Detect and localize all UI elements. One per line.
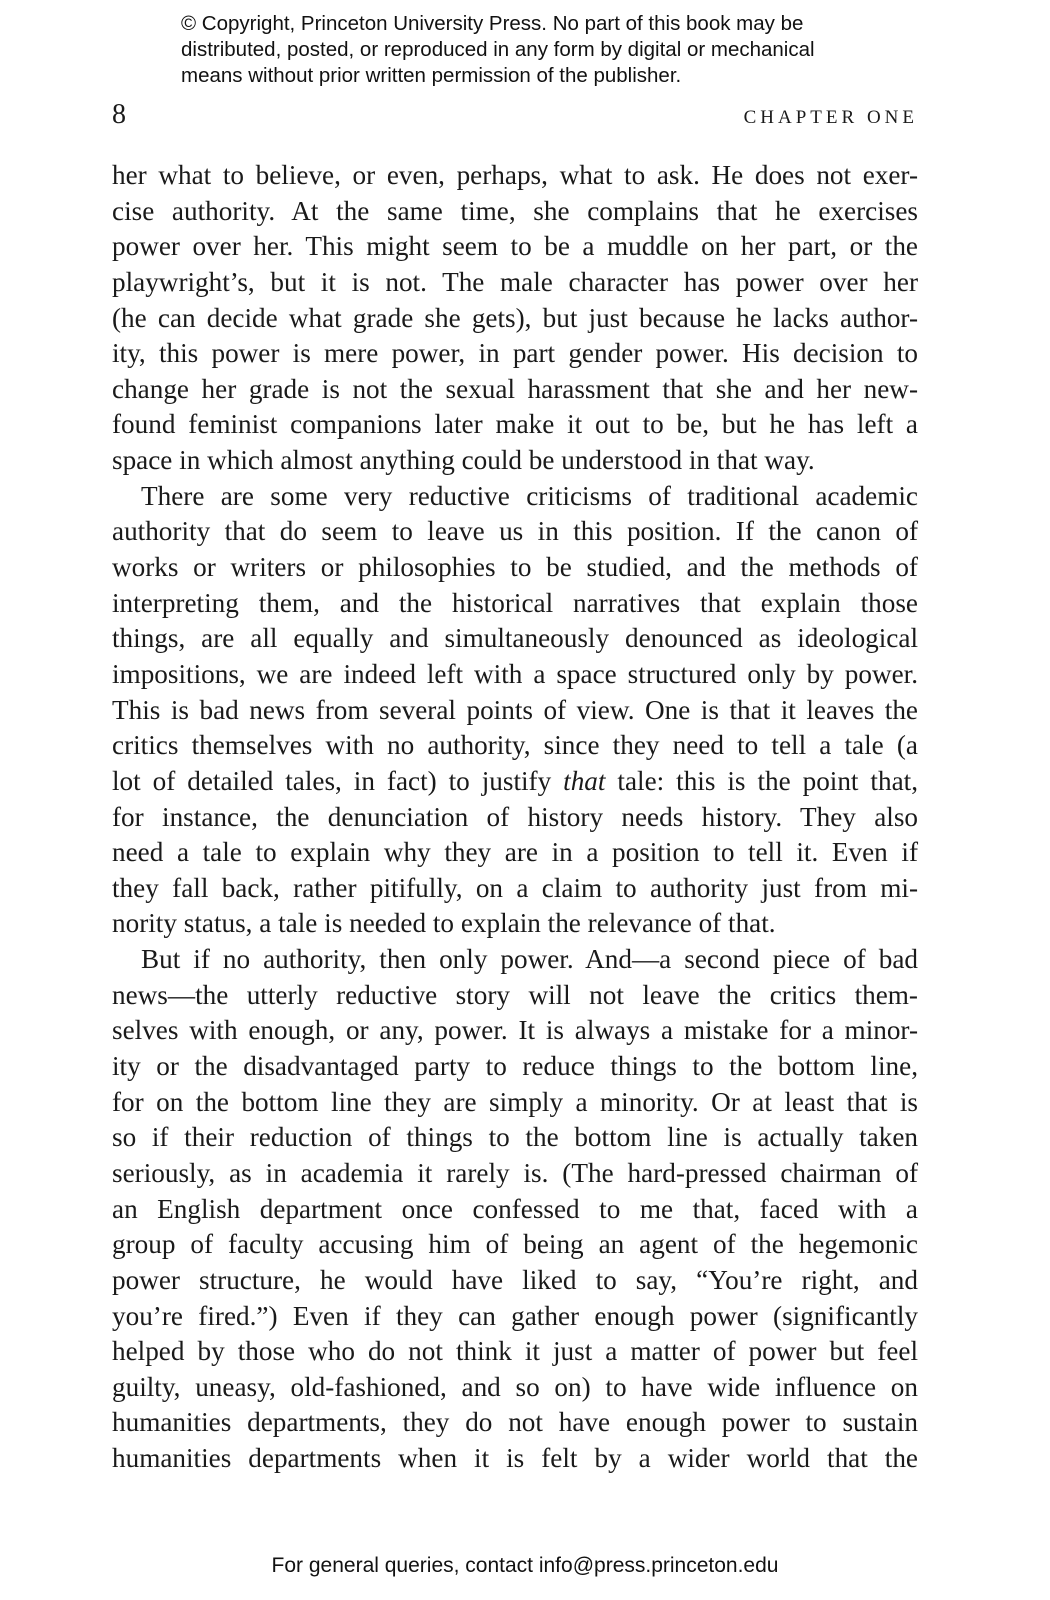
text-segment: lot of detailed tales, in fact) to justify (112, 765, 564, 796)
text-line: they fall back, rather pitifully, on a claim to authority just from mi- (112, 872, 918, 903)
text-line: (he can decide what grade she gets), but just because he lacks author- (112, 302, 918, 333)
running-head: CHAPTER ONE (743, 107, 918, 128)
text-line: authority that do seem to leave us in this position. If the canon of (112, 516, 918, 547)
text-line: cise authority. At the same time, she complains that he exercises (112, 195, 918, 226)
text-line: playwright’s, but it is not. The male character has power over her (112, 266, 918, 297)
text-line: works or writers or philosophies to be studied, and the methods of (112, 552, 918, 583)
text-line: change her grade is not the sexual harassment that she and her new- (112, 373, 918, 404)
text-line: power over her. This might seem to be a muddle on her part, or the (112, 231, 918, 262)
copyright-line: means without prior written permission of the publisher. (181, 64, 682, 87)
text-line: an English department once confessed to me that, faced with a (112, 1193, 918, 1224)
text-line: critics themselves with no authority, since they need to tell a tale (a (112, 730, 918, 761)
text-line: news—the utterly reductive story will not leave the critics them- (112, 979, 918, 1010)
text-line: impositions, we are indeed left with a space structured only by power. (112, 658, 918, 689)
text-line: selves with enough, or any, power. It is always a mistake for a minor- (112, 1015, 918, 1046)
text-line: humanities departments when it is felt by a wider world that the (112, 1443, 918, 1474)
text-line: things, are all equally and simultaneously denounced as ideological (112, 623, 918, 654)
text-line: But if no authority, then only power. And—a second piece of bad (141, 944, 918, 975)
text-line: guilty, uneasy, old-fashioned, and so on) to have wide influence on (112, 1371, 918, 1402)
copyright-notice (181, 11, 961, 89)
footer-contact: For general queries, contact info@press.princeton.edu (271, 1554, 779, 1577)
text-line: nority status, a tale is needed to explain the relevance of that. (112, 908, 776, 939)
copyright-line: © Copyright, Princeton University Press. No part of this book may be (181, 12, 804, 35)
text-line: group of faculty accusing him of being an agent of the hegemonic (112, 1229, 918, 1260)
text-line: her what to believe, or even, perhaps, what to ask. He does not exer- (112, 160, 918, 190)
text-line: seriously, as in academia it rarely is. (The hard-pressed chairman of (112, 1157, 918, 1188)
text-line: for on the bottom line they are simply a minority. Or at least that is (112, 1086, 918, 1117)
text-line: This is bad news from several points of view. One is that it leaves the (112, 694, 918, 725)
copyright-line: distributed, posted, or reproduced in any form by digital or mechanical (181, 38, 815, 61)
text-line: helped by those who do not think it just a matter of power but feel (112, 1336, 918, 1367)
text-segment: tale: this is the point that, (605, 765, 918, 796)
text-line: ity or the disadvantaged party to reduce things to the bottom line, (112, 1051, 918, 1082)
text-line: for instance, the denunciation of history needs history. They also (112, 801, 918, 832)
text-line: so if their reduction of things to the bottom line is actually taken (112, 1122, 918, 1153)
text-line: interpreting them, and the historical narratives that explain those (112, 587, 918, 618)
text-line: found feminist companions later make it out to be, but he has left a (112, 409, 918, 440)
text-line: power structure, he would have liked to say, “You’re right, and (112, 1264, 918, 1295)
text-line (112, 764, 918, 800)
text-line: There are some very reductive criticisms of traditional academic (141, 480, 918, 511)
text-line: ity, this power is mere power, in part gender power. His decision to (112, 338, 918, 369)
page-number: 8 (112, 99, 126, 130)
text-line: humanities departments, they do not have enough power to sustain (112, 1407, 918, 1438)
text-line: you’re fired.”) Even if they can gather enough power (significantly (112, 1300, 918, 1331)
body-text (112, 158, 918, 1477)
italic-emphasis: that (563, 765, 606, 796)
text-line: space in which almost anything could be understood in that way. (112, 445, 815, 476)
text-line: need a tale to explain why they are in a position to tell it. Even if (112, 837, 918, 868)
